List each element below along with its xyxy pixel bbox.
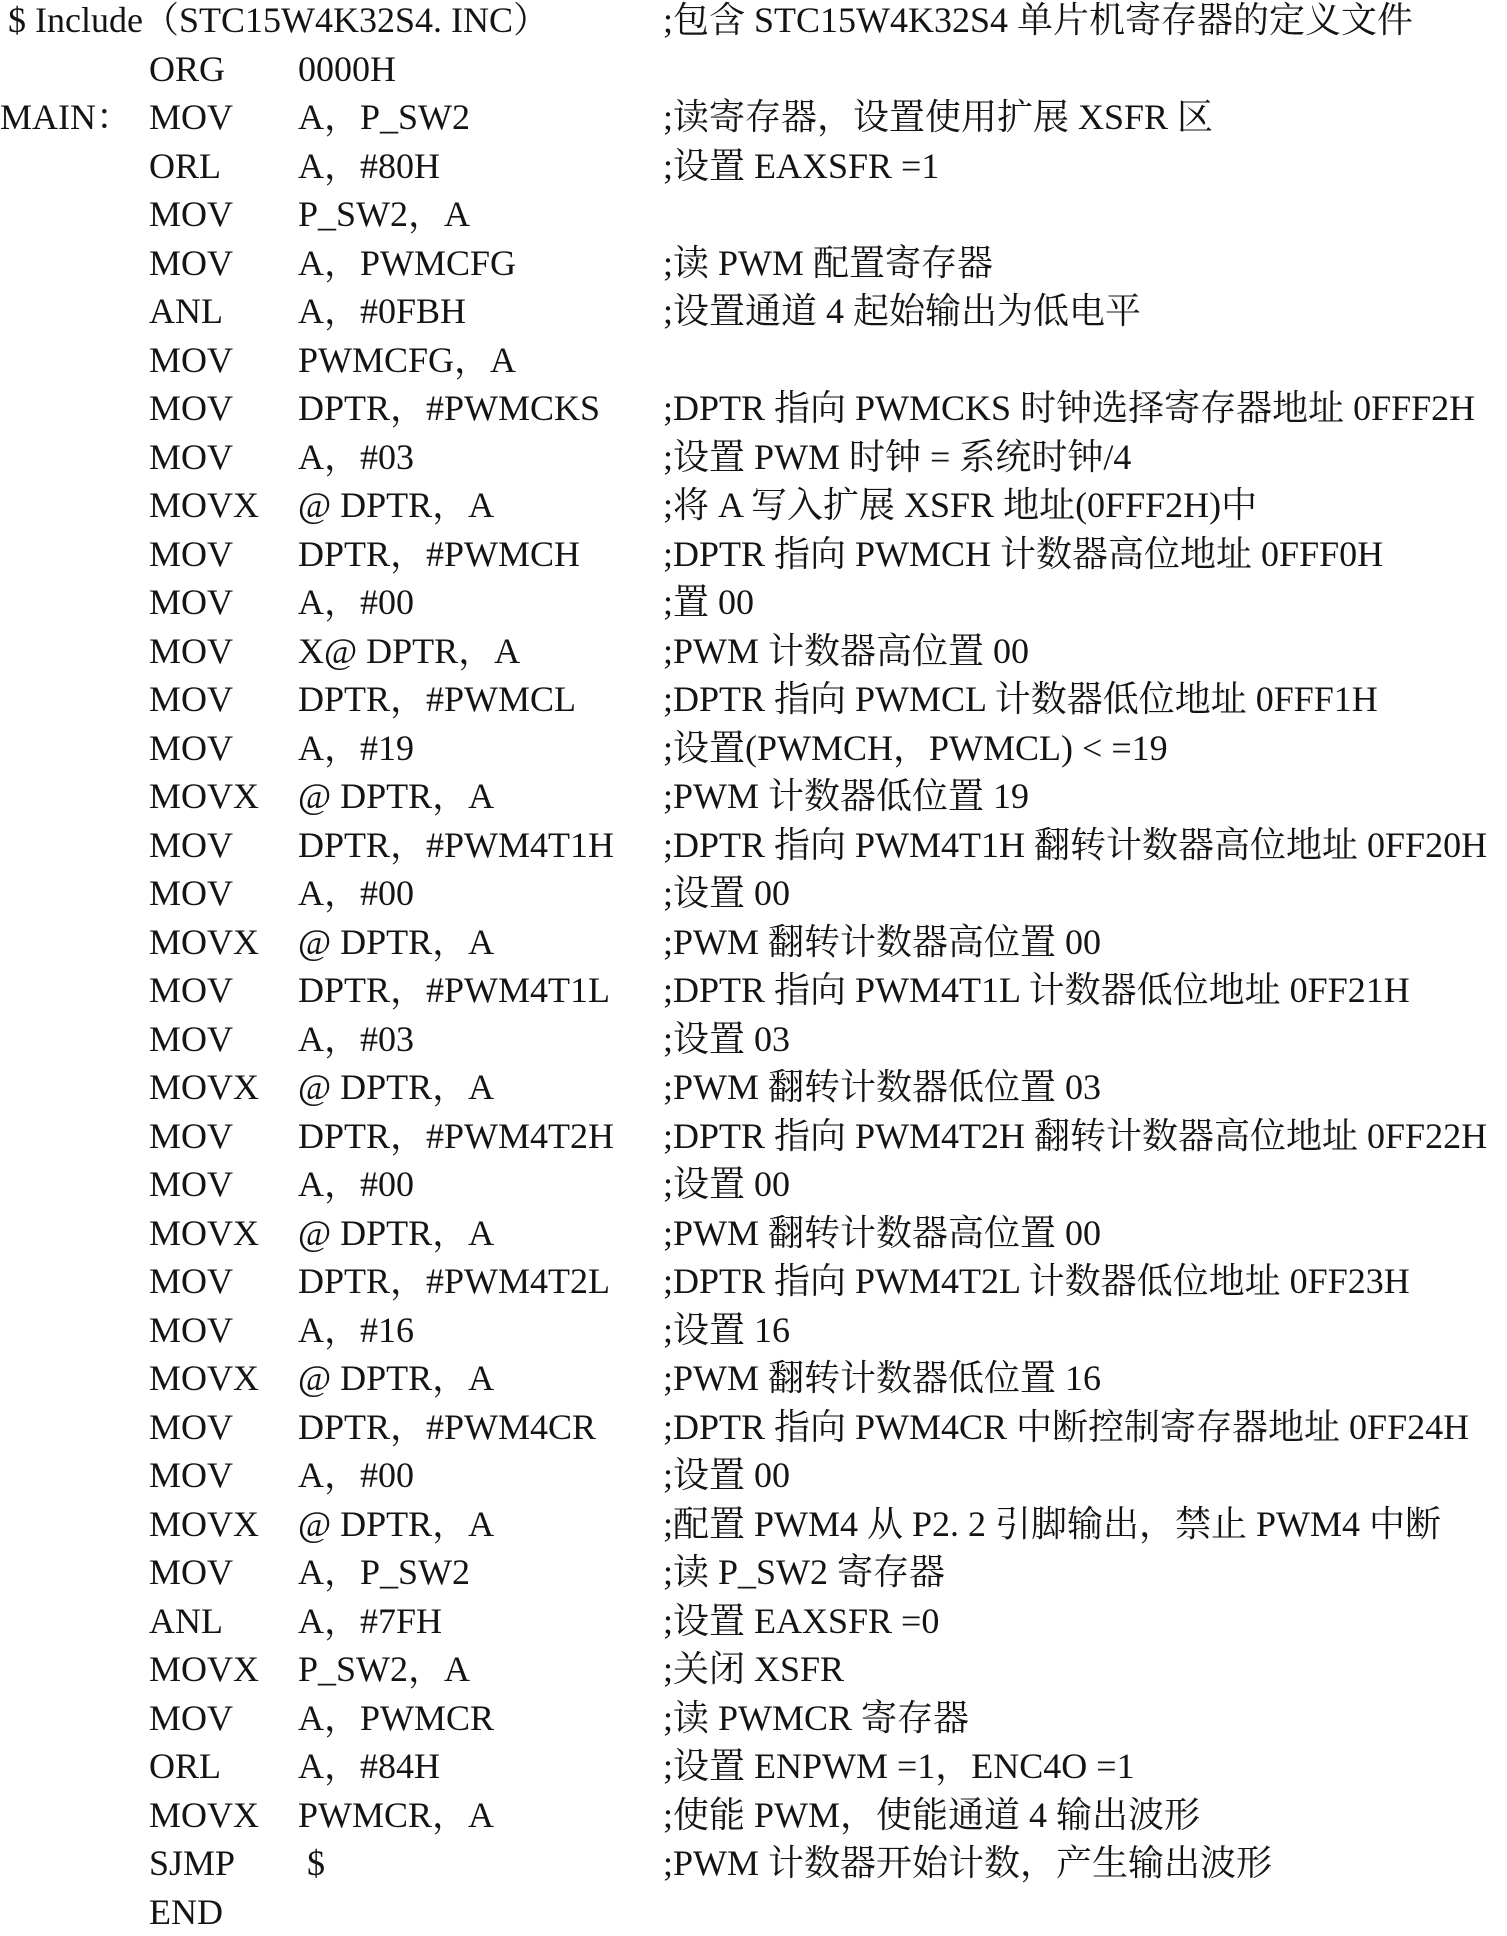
code-line: [0, 966, 1507, 1015]
line-operand: @ DPTR，A: [298, 1063, 494, 1112]
code-line: [0, 1257, 1507, 1306]
code-line: [0, 1500, 1507, 1549]
line-operand: P_SW2，A: [298, 1645, 470, 1694]
line-mnemonic: MOV: [149, 1015, 233, 1064]
code-line: [0, 1112, 1507, 1161]
line-mnemonic: ORG: [149, 45, 225, 94]
code-line: [0, 1209, 1507, 1258]
include-directive: $ Include（STC15W4K32S4. INC）: [8, 0, 549, 45]
line-mnemonic: MOVX: [149, 918, 259, 967]
code-line: [0, 1548, 1507, 1597]
code-line: [0, 772, 1507, 821]
line-mnemonic: MOV: [149, 530, 233, 579]
line-operand: @ DPTR，A: [298, 1354, 494, 1403]
line-operand: A，#03: [298, 1015, 414, 1064]
line-mnemonic: MOV: [149, 627, 233, 676]
code-line: [0, 1015, 1507, 1064]
line-operand: A，#7FH: [298, 1597, 442, 1646]
line-mnemonic: MOVX: [149, 1791, 259, 1840]
include-line: [0, 0, 1507, 45]
line-operand: A，P_SW2: [298, 1548, 470, 1597]
line-operand: DPTR，#PWMCH: [298, 530, 580, 579]
line-comment: ;PWM 计数器高位置 00: [663, 627, 1029, 676]
line-comment: ;设置通道 4 起始输出为低电平: [663, 287, 1141, 336]
line-comment: ;设置 PWM 时钟 = 系统时钟/4: [663, 433, 1131, 482]
line-mnemonic: MOV: [149, 433, 233, 482]
line-comment: ;设置 EAXSFR =1: [663, 142, 939, 191]
code-line: [0, 45, 1507, 94]
line-operand: DPTR，#PWM4T2L: [298, 1257, 610, 1306]
line-operand: A，#00: [298, 869, 414, 918]
line-mnemonic: MOV: [149, 1548, 233, 1597]
line-mnemonic: MOV: [149, 384, 233, 433]
line-comment: ;设置 03: [663, 1015, 790, 1064]
line-mnemonic: MOV: [149, 869, 233, 918]
code-line: [0, 1645, 1507, 1694]
line-comment: ;PWM 计数器开始计数，产生输出波形: [663, 1839, 1272, 1888]
line-operand: DPTR，#PWM4T1L: [298, 966, 610, 1015]
line-operand: X@ DPTR，A: [298, 627, 520, 676]
line-comment: ;DPTR 指向 PWM4CR 中断控制寄存器地址 0FF24H: [663, 1403, 1469, 1452]
line-comment: ;PWM 计数器低位置 19: [663, 772, 1029, 821]
line-mnemonic: ORL: [149, 142, 221, 191]
line-mnemonic: MOV: [149, 336, 233, 385]
code-line: [0, 1160, 1507, 1209]
line-mnemonic: MOV: [149, 1306, 233, 1355]
line-comment: ;PWM 翻转计数器低位置 16: [663, 1354, 1101, 1403]
line-comment: ;配置 PWM4 从 P2. 2 引脚输出，禁止 PWM4 中断: [663, 1500, 1441, 1549]
line-operand: A，#00: [298, 578, 414, 627]
code-line: [0, 918, 1507, 967]
include-comment: ;包含 STC15W4K32S4 单片机寄存器的定义文件: [663, 0, 1413, 45]
code-line: [0, 1888, 1507, 1936]
line-operand: A，#16: [298, 1306, 414, 1355]
code-line: [0, 287, 1507, 336]
line-operand: $: [298, 1839, 325, 1888]
line-mnemonic: SJMP: [149, 1839, 235, 1888]
line-operand: @ DPTR，A: [298, 918, 494, 967]
line-mnemonic: MOV: [149, 578, 233, 627]
line-comment: ;PWM 翻转计数器低位置 03: [663, 1063, 1101, 1112]
line-operand: PWMCR，A: [298, 1791, 494, 1840]
code-line: [0, 93, 1507, 142]
line-operand: A，PWMCFG: [298, 239, 516, 288]
line-mnemonic: MOV: [149, 1403, 233, 1452]
line-operand: P_SW2，A: [298, 190, 470, 239]
line-mnemonic: MOV: [149, 239, 233, 288]
line-operand: @ DPTR，A: [298, 481, 494, 530]
line-mnemonic: MOVX: [149, 1063, 259, 1112]
line-comment: ;设置 00: [663, 1160, 790, 1209]
code-line: [0, 1597, 1507, 1646]
line-mnemonic: MOV: [149, 190, 233, 239]
line-operand: A，#0FBH: [298, 287, 466, 336]
code-line: [0, 1694, 1507, 1743]
line-operand: @ DPTR，A: [298, 1500, 494, 1549]
code-line: [0, 869, 1507, 918]
line-operand: DPTR，#PWMCKS: [298, 384, 600, 433]
code-line: [0, 1839, 1507, 1888]
line-operand: PWMCFG，A: [298, 336, 516, 385]
code-line: [0, 1306, 1507, 1355]
line-mnemonic: MOVX: [149, 1354, 259, 1403]
line-mnemonic: MOVX: [149, 481, 259, 530]
line-operand: DPTR，#PWMCL: [298, 675, 576, 724]
line-mnemonic: MOV: [149, 724, 233, 773]
line-mnemonic: MOV: [149, 966, 233, 1015]
line-comment: ;DPTR 指向 PWM4T2L 计数器低位地址 0FF23H: [663, 1257, 1410, 1306]
line-mnemonic: MOV: [149, 1694, 233, 1743]
line-operand: A，#00: [298, 1160, 414, 1209]
code-line: [0, 1791, 1507, 1840]
line-mnemonic: MOV: [149, 675, 233, 724]
line-comment: ;DPTR 指向 PWMCKS 时钟选择寄存器地址 0FFF2H: [663, 384, 1475, 433]
line-comment: ;读寄存器，设置使用扩展 XSFR 区: [663, 93, 1213, 142]
line-mnemonic: MOV: [149, 93, 233, 142]
line-operand: @ DPTR，A: [298, 1209, 494, 1258]
line-operand: A，PWMCR: [298, 1694, 494, 1743]
line-operand: DPTR，#PWM4CR: [298, 1403, 596, 1452]
line-comment: ;读 P_SW2 寄存器: [663, 1548, 945, 1597]
code-line: [0, 433, 1507, 482]
line-mnemonic: ANL: [149, 1597, 223, 1646]
line-comment: ;PWM 翻转计数器高位置 00: [663, 1209, 1101, 1258]
line-mnemonic: MOV: [149, 1112, 233, 1161]
code-line: [0, 675, 1507, 724]
line-mnemonic: MOV: [149, 821, 233, 870]
line-comment: ;置 00: [663, 578, 754, 627]
line-comment: ;DPTR 指向 PWMCH 计数器高位地址 0FFF0H: [663, 530, 1383, 579]
code-line: [0, 1742, 1507, 1791]
line-mnemonic: MOVX: [149, 1645, 259, 1694]
code-line: [0, 1403, 1507, 1452]
line-operand: A，#84H: [298, 1742, 440, 1791]
line-operand: DPTR，#PWM4T1H: [298, 821, 614, 870]
line-operand: A，#80H: [298, 142, 440, 191]
line-operand: A，#00: [298, 1451, 414, 1500]
code-line: [0, 821, 1507, 870]
line-comment: ;DPTR 指向 PWM4T1H 翻转计数器高位地址 0FF20H: [663, 821, 1487, 870]
line-mnemonic: ORL: [149, 1742, 221, 1791]
code-line: [0, 578, 1507, 627]
code-line: [0, 239, 1507, 288]
line-mnemonic: MOVX: [149, 1209, 259, 1258]
line-operand: A，#03: [298, 433, 414, 482]
code-line: [0, 384, 1507, 433]
code-line: [0, 142, 1507, 191]
line-mnemonic: MOV: [149, 1451, 233, 1500]
line-comment: ;设置 16: [663, 1306, 790, 1355]
line-comment: ;关闭 XSFR: [663, 1645, 844, 1694]
line-comment: ;设置 ENPWM =1，ENC4O =1: [663, 1742, 1135, 1791]
code-line: [0, 1354, 1507, 1403]
line-comment: ;设置 00: [663, 869, 790, 918]
code-line: [0, 190, 1507, 239]
line-mnemonic: MOVX: [149, 772, 259, 821]
line-comment: ;DPTR 指向 PWM4T1L 计数器低位地址 0FF21H: [663, 966, 1410, 1015]
line-operand: A，#19: [298, 724, 414, 773]
line-mnemonic: ANL: [149, 287, 223, 336]
line-label: MAIN：: [0, 93, 132, 142]
code-line: [0, 1063, 1507, 1112]
line-mnemonic: MOV: [149, 1160, 233, 1209]
line-operand: A，P_SW2: [298, 93, 470, 142]
code-line: [0, 724, 1507, 773]
line-comment: ;DPTR 指向 PWMCL 计数器低位地址 0FFF1H: [663, 675, 1378, 724]
line-mnemonic: MOVX: [149, 1500, 259, 1549]
line-mnemonic: MOV: [149, 1257, 233, 1306]
line-comment: ;设置 00: [663, 1451, 790, 1500]
code-line: [0, 1451, 1507, 1500]
line-operand: DPTR，#PWM4T2H: [298, 1112, 614, 1161]
code-line: [0, 530, 1507, 579]
line-operand: 0000H: [298, 45, 396, 94]
line-comment: ;设置 EAXSFR =0: [663, 1597, 939, 1646]
line-comment: ;使能 PWM，使能通道 4 输出波形: [663, 1791, 1200, 1840]
code-line: [0, 481, 1507, 530]
line-comment: ;读 PWM 配置寄存器: [663, 239, 993, 288]
line-mnemonic: END: [149, 1888, 223, 1936]
line-comment: ;DPTR 指向 PWM4T2H 翻转计数器高位地址 0FF22H: [663, 1112, 1487, 1161]
code-line: [0, 627, 1507, 676]
line-comment: ;读 PWMCR 寄存器: [663, 1694, 969, 1743]
code-line: [0, 336, 1507, 385]
line-operand: @ DPTR，A: [298, 772, 494, 821]
line-comment: ;PWM 翻转计数器高位置 00: [663, 918, 1101, 967]
line-comment: ;设置(PWMCH，PWMCL) < =19: [663, 724, 1168, 773]
line-comment: ;将 A 写入扩展 XSFR 地址(0FFF2H)中: [663, 481, 1257, 530]
